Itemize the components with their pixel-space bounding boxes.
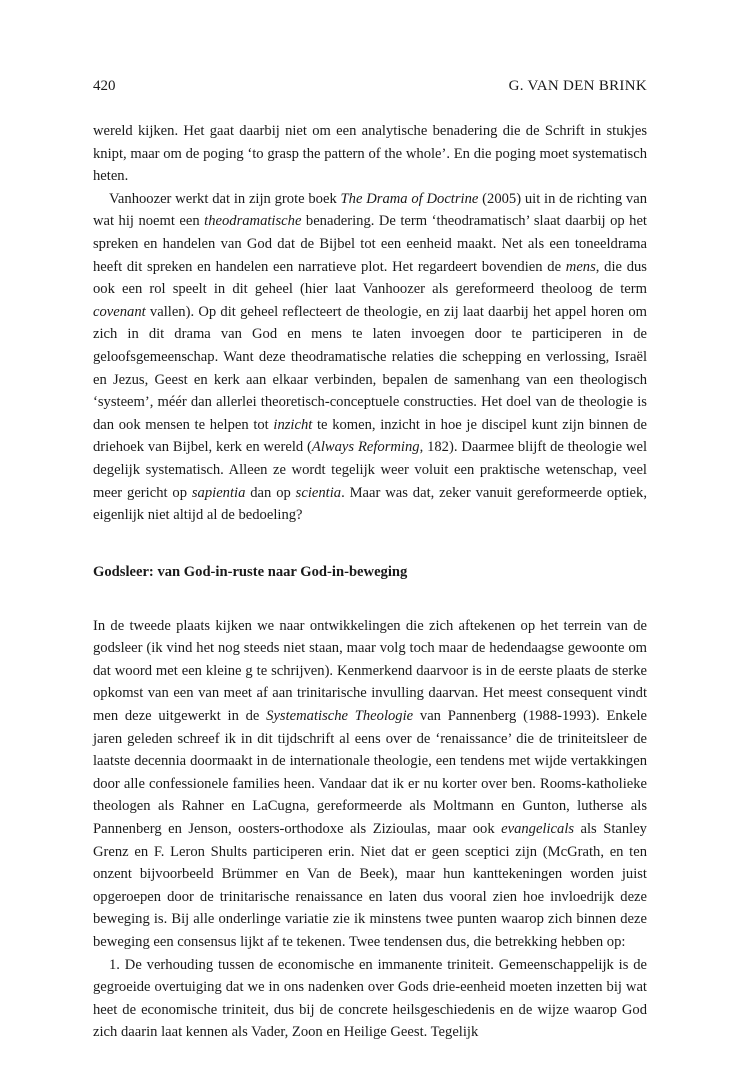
text-run: , 182). Daarmee blijft de theologie wel degelijk systematisch. Alleen ze wordt tegelijk weer voluit een praktische wetenschap, veel meer gericht op <box>93 439 647 501</box>
italic-text: covenant <box>93 303 146 320</box>
text-run: vallen). Op dit geheel reflecteert de theologie, en zij laat daarbij het appel horen om zich in dit drama van God en mens te laten invoegen door te participeren in de geloofsgemeenschap. Want deze theodramatische relaties die schepping en verlossing, Israël en Jezus, Geest en kerk aan elkaar verbinden, bepalen de samenhang van een theologisch ‘systeem’, méér dan allerlei theoretisch-conceptuele constructies. Het doel van de theologie is dan ook mensen te helpen tot <box>93 303 647 433</box>
text-run: wereld kijken. Het gaat daarbij niet om een analytische benadering die de Schrift in stukjes knipt, maar om de poging ‘to grasp the pattern of the whole’. En die poging moet systematisch heten. <box>93 123 647 185</box>
text-run: (2005) uit in de richting van wat hij noemt een <box>93 190 647 230</box>
running-head <box>93 78 647 100</box>
text-run: dan op <box>245 484 296 501</box>
body-text <box>93 120 647 1044</box>
running-head-author: G. VAN DEN BRINK <box>508 78 647 94</box>
italic-text: theodramatische <box>204 213 302 230</box>
paragraph <box>93 954 647 1044</box>
italic-text: Systematische Theologie <box>266 708 414 725</box>
italic-text: mens <box>565 258 596 275</box>
italic-text: The Drama of Doctrine <box>340 190 479 207</box>
text-run: , die dus ook een rol speelt in dit geheel (hier laat Vanhoozer als gereformeerd theoloog de term <box>93 258 647 298</box>
italic-text: sapientia <box>191 484 246 501</box>
paragraphs-before <box>93 120 647 527</box>
text-run: als Stanley Grenz en F. Leron Shults participeren erin. Niet dat er geen sceptici zijn (McGrath, en ten onzent bijvoorbeeld Brümmer en Van de Beek), maar hun kanttekeningen worden juist opgeroepen door de trinitarische renaissance en laten dus vooral zien hoe invloedrijk deze beweging is. Bij alle onderlinge variatie zie ik minstens twee punten waarop zich binnen deze beweging een consensus lijkt af te tekenen. Twee tendensen dus, die betrekking hebben op: <box>93 821 647 950</box>
text-run: benadering. De term ‘theodramatisch’ slaat daarbij op het spreken en handelen van God dat de Bijbel tot een eenheid maakt. Net als een toneeldrama heeft dit spreken en handelen een narratieve plot. Het regardeert bovendien de <box>93 213 647 275</box>
text-run: van Pannenberg (1988-1993). Enkele jaren geleden schreef ik in dit tijdschrift al eens over de ‘renaissance’ die de triniteitsleer de laatste decennia doormaakt in de internationale theologie, een tendens met wijde vertakkingen door alle confessionele families heen. Vandaar dat ik er nu korter over ben. Rooms-katholieke theologen als Rahner en LaCugna, gereformeerde als Moltmann en Gunton, lutherse als Pannenberg en Jenson, oosters-orthodoxe als Zizioulas, maar ook <box>93 708 647 838</box>
paragraph <box>93 120 647 188</box>
italic-text: evangelicals <box>501 821 575 838</box>
italic-text: Always Reforming <box>311 439 420 456</box>
section-heading: Godsleer: van God-in-ruste naar God-in-beweging <box>93 563 408 580</box>
paragraph <box>93 615 647 954</box>
text-run: Vanhoozer werkt dat in zijn grote boek <box>109 190 341 207</box>
paragraph <box>93 188 647 527</box>
paragraphs-after <box>93 615 647 1044</box>
page-number: 420 <box>93 78 116 94</box>
text-run: te komen, inzicht in hoe je discipel kunt zijn binnen de driehoek van Bijbel, kerk en wereld ( <box>93 416 647 456</box>
text-run: In de tweede plaats kijken we naar ontwikkelingen die zich aftekenen op het terrein van de godsleer (ik vind het nog steeds niet staan, maar volg toch maar de hedendaagse gewoonte om dat woord met een kleine g te schrijven). Kenmerkend daarvoor is in de eerste plaats de sterke opkomst van een van meet af aan trinitarische invulling daarvan. Het meest consequent vindt men deze uitgewerkt in de <box>93 617 647 725</box>
text-run: 1. De verhouding tussen de economische en immanente triniteit. Gemeenschappelijk is de gegroeide overtuiging dat we in ons nadenken over Gods drie-eenheid moeten inzetten bij wat heet de economische triniteit, dus bij de concrete heilsgeschiedenis en de wijze waarop God zich daarin laat kennen als Vader, Zoon en Heilige Geest. Tegelijk <box>93 956 647 1041</box>
italic-text: scientia <box>295 484 342 501</box>
text-run: . Maar was dat, zeker vanuit gereformeerde optiek, eigenlijk niet altijd al de bedoeling? <box>93 484 647 524</box>
italic-text: inzicht <box>273 416 313 433</box>
